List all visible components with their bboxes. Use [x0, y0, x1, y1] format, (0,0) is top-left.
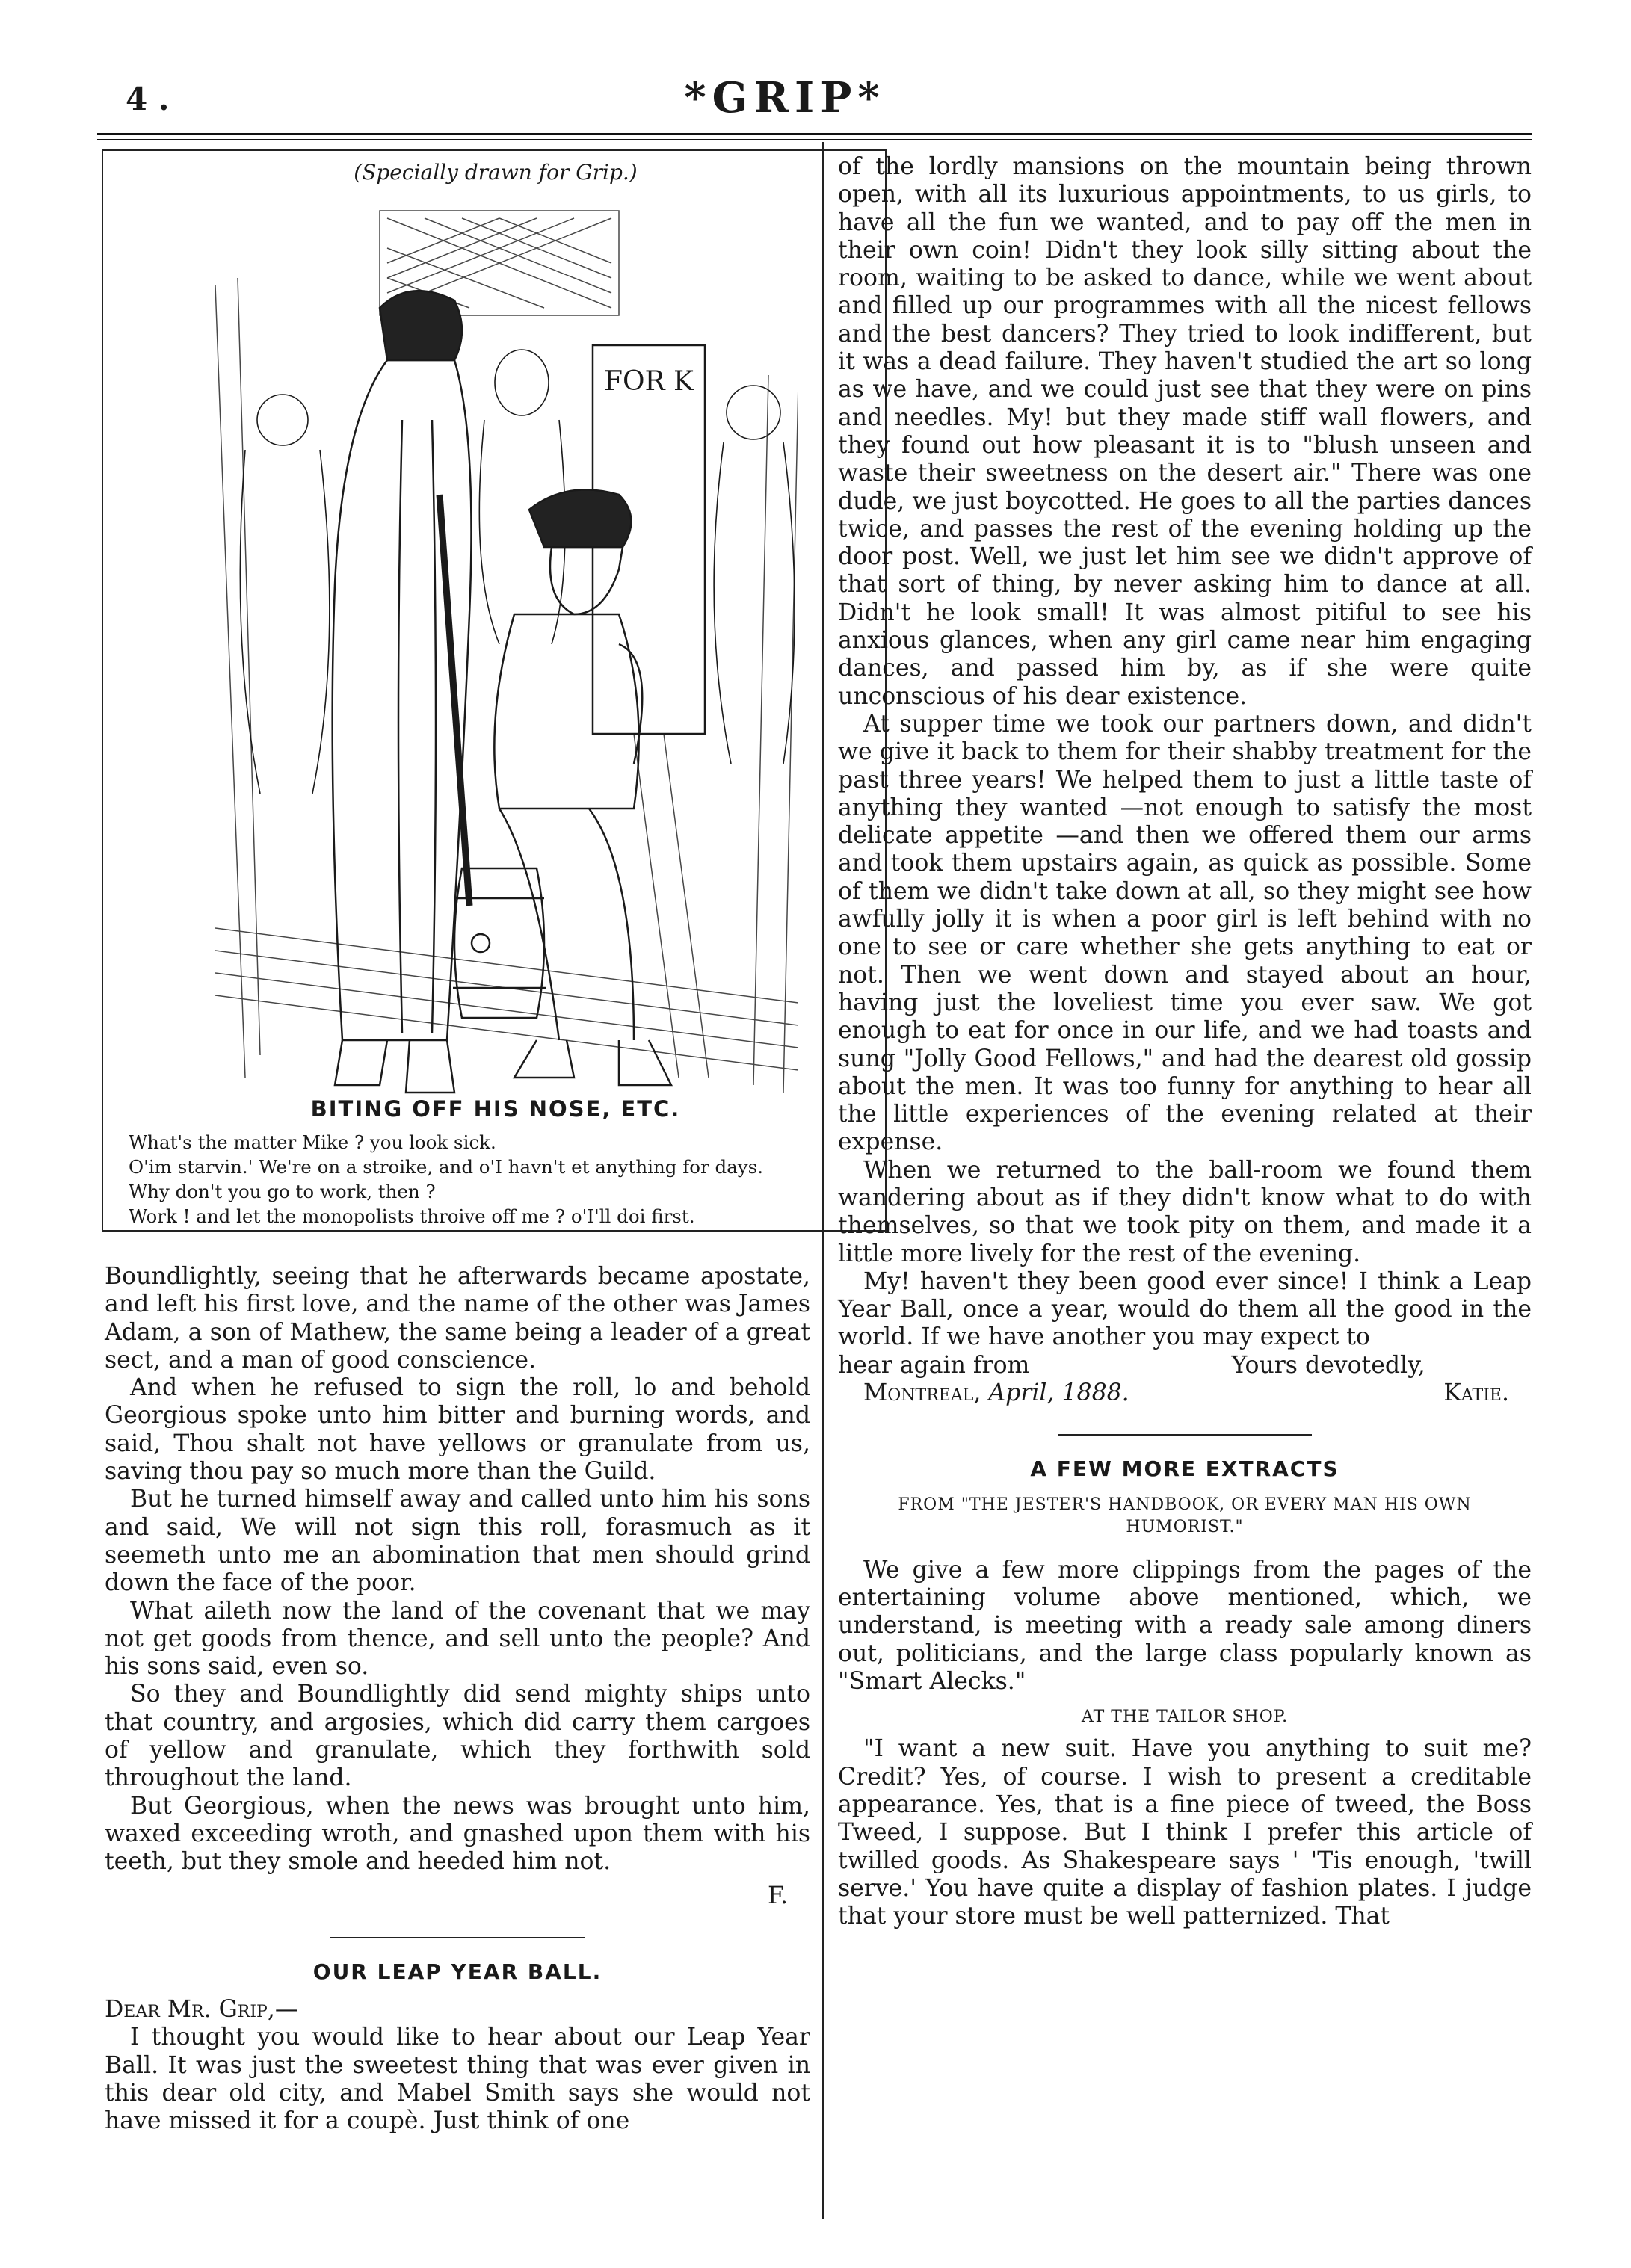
- paragraph: But he turned himself away and called unto him his sons and said, We will not sign this roll, forasmuch as it seemeth unto me an abomination that men should grind down the face of the poor.: [105, 1486, 810, 1597]
- closing-line: [838, 1352, 1532, 1379]
- background-figures: [240, 350, 795, 794]
- leap-year-heading: OUR LEAP YEAR BALL.: [312, 1959, 602, 1984]
- section-rule: [1058, 1434, 1312, 1436]
- closing-left: hear again from: [838, 1351, 1030, 1379]
- caption-line: Why don't you go to work, then ?: [129, 1181, 436, 1202]
- right-column-text: [838, 153, 1532, 1931]
- paragraph: "I want a new suit. Have you anything to suit me? Credit? Yes, of course. I wish to present a creditable appearance. Yes, that is a fine piece of tweed, the Boss Tweed, I suppose. But I think I prefer this article of twilled goods. As Shakespeare says ' 'Tis enough, 'twill serve.' You have quite a display of fashion plates. I judge that your store must be well patternized. That: [838, 1735, 1532, 1930]
- cartoon-box: [102, 149, 887, 1232]
- dateline-date: April, 1888.: [988, 1379, 1129, 1407]
- salutation: Dear Mr. Grip,—: [105, 1996, 299, 2024]
- paragraph: Boundlightly, seeing that he afterwards became apostate, and left his first love, and the name of the other was James Adam, a son of Mathew, the same being a leader of a great sect, and a man of good conscience.: [105, 1263, 810, 1374]
- caption-title: BITING OFF HIS NOSE, ETC.: [310, 1096, 681, 1122]
- door-sign: FOR K: [604, 366, 694, 397]
- page-number: 4 .: [126, 81, 170, 117]
- extracts-heading: A FEW MORE EXTRACTS: [1030, 1456, 1339, 1482]
- figure-striker-on-keg: [494, 489, 671, 1085]
- figure-man-in-coat: [333, 291, 472, 1093]
- article-signature: F.: [768, 1882, 788, 1909]
- caption-dialogue: [129, 1130, 876, 1229]
- header-rule: [97, 133, 1532, 135]
- paragraph: And when he refused to sign the roll, lo and behold Georgious spoke unto him bitter and burning words, and said, Thou shalt not have yellows or granulate from us, saving thou pay so much more than the Guild.: [105, 1374, 810, 1486]
- caption-line: O'im starvin.' We're on a stroike, and o'I havn't et anything for days.: [129, 1156, 764, 1178]
- caption-line: What's the matter Mike ? you look sick.: [129, 1131, 496, 1153]
- paragraph: I thought you would like to hear about our Leap Year Ball. It was just the sweetest thing that was ever given in this dear old city, and Mabel Smith says she would not have missed it for a coupè. Just think of one: [105, 2024, 810, 2135]
- header-rule-thin: [97, 139, 1532, 140]
- paragraph: At supper time we took our partners down, and didn't we give it back to them for their shabby treatment for the past three years! We helped them to just a little taste of anything they wanted —not enough to satisfy the most delicate appetite —and then we offered them our arms and took them upstairs again, as quick as possible. Some of them we didn't take down at all, so they might see how awfully jolly it is when a poor girl is left behind with no one to see or care whether she gets anything to eat or not. Then we went down and stayed about an hour, having just the loveliest time you ever saw. We got enough to eat for once in our life, and we had toasts and sung "Jolly Good Fellows," and had the dearest old gossip about the men. It was too funny for anything to hear all the little experiences of the evening related at their expense.: [838, 710, 1532, 1156]
- masthead: *GRIP*: [684, 73, 886, 123]
- tailor-heading: AT THE TAILOR SHOP.: [1081, 1708, 1289, 1727]
- paragraph: But Georgious, when the news was brought unto him, waxed exceeding wroth, and gnashed upon them with his teeth, but they smole and heeded him not.: [105, 1792, 810, 1876]
- paragraph: My! haven't they been good ever since! I think a Leap Year Ball, once a year, would do them all the good in the world. If we have another you may expect to: [838, 1267, 1532, 1351]
- closing-right: Yours devotedly,: [1231, 1351, 1425, 1379]
- cartoon-illustration: [215, 196, 798, 1107]
- letter-signer: Katie.: [1443, 1379, 1509, 1407]
- dateline: [838, 1379, 1532, 1407]
- background-hatching: [215, 211, 798, 1093]
- dateline-place: Montreal,: [863, 1379, 981, 1407]
- paragraph: We give a few more clippings from the pages of the entertaining volume above mentioned, which, we understand, is meeting with a ready sale among diners out, politicians, and the large class popularly known as "Smart Alecks.": [838, 1556, 1532, 1695]
- extracts-subheading: FROM "THE JESTER'S HANDBOOK, OR EVERY MAN HIS OWN HUMORIST.": [898, 1495, 1472, 1536]
- left-column-text: [105, 1263, 810, 2136]
- paragraph: When we returned to the ball-room we found them wandering about as if they didn't know what to do with themselves, so that we took pity on them, and made it a little more lively for the rest of the evening.: [838, 1156, 1532, 1267]
- section-rule: [330, 1937, 585, 1938]
- paragraph: So they and Boundlightly did send mighty ships unto that country, and argosies, which did carry them cargoes of yellow and granulate, which they forthwith sold throughout the land.: [105, 1681, 810, 1792]
- cartoon-credit: (Specially drawn for Grip.): [354, 160, 638, 185]
- paragraph: What aileth now the land of the covenant that we may not get goods from thence, and sell unto the people? And his sons said, even so.: [105, 1597, 810, 1681]
- paragraph: of the lordly mansions on the mountain being thrown open, with all its luxurious appointments, to us girls, to have all the fun we wanted, and to pay off the men in their own coin! Didn't they look silly sitting about the room, waiting to be asked to dance, while we went about and filled up our programmes with all the nicest fellows and the best dancers? They tried to look indifferent, but it was a dead failure. They haven't studied the art so long as we have, and we could just see that they were on pins and needles. My! but they made stiff wall flowers, and they found out how pleasant it is to "blush unseen and waste their sweetness on the desert air." There was one dude, we just boycotted. He goes to all the parties dances twice, and passes the rest of the evening holding up the door post. Well, we just let him see we didn't approve of that sort of thing, by never asking him to dance at all. Didn't he look small! It was almost pitiful to see his anxious glances, when any girl came near him engaging dances, and passed him by, as if she were quite unconscious of his dear existence.: [838, 153, 1532, 710]
- caption-line: Work ! and let the monopolists throive off me ? o'I'll doi first.: [129, 1205, 695, 1227]
